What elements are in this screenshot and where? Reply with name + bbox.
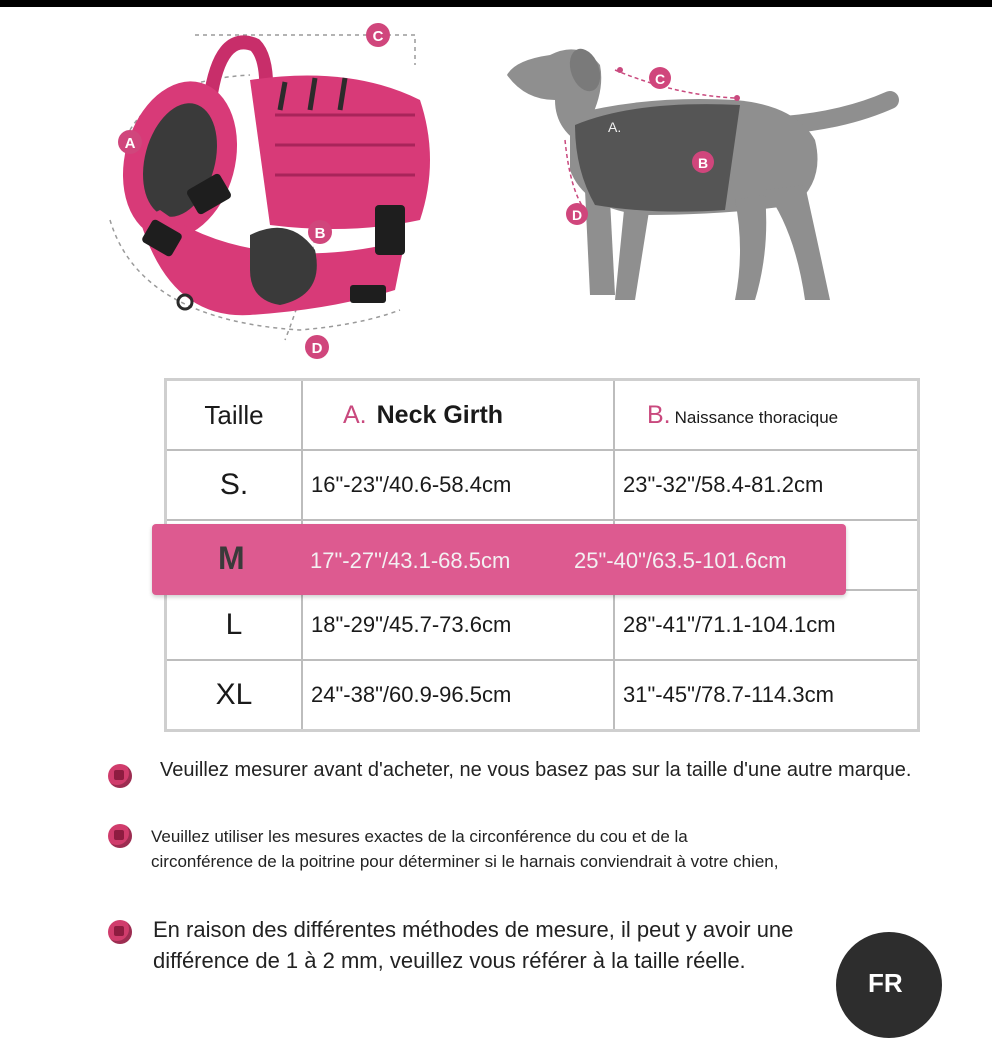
note-text [153, 914, 793, 976]
chest-cell: 31"-45"/78.7-114.3cm [614, 660, 919, 731]
bullet-icon [108, 920, 132, 944]
bullet-icon [108, 764, 132, 788]
size-cell: S. [166, 450, 303, 520]
note-line: Veuillez utiliser les mesures exactes de la circonférence du cou et de la [151, 827, 688, 846]
neck-cell: 24"-38"/60.9-96.5cm [302, 660, 614, 731]
neck-cell: 17"-27"/43.1-68.5cm [310, 548, 511, 573]
size-cell: L [166, 590, 303, 660]
neck-cell: 18"-29"/45.7-73.6cm [302, 590, 614, 660]
chest-cell: 28"-41"/71.1-104.1cm [614, 590, 919, 660]
harness-marker-d [305, 335, 329, 359]
header-chest [614, 380, 919, 451]
harness-marker-a [118, 130, 142, 154]
svg-text:A.: A. [608, 119, 622, 135]
language-badge-label: FR [868, 968, 903, 998]
header-neck-label: Neck Girth [376, 400, 504, 429]
dog-marker-d [566, 203, 588, 225]
note-line: En raison des différentes méthodes de mesure, il peut y avoir une [153, 917, 794, 942]
svg-text:D: D [571, 207, 583, 223]
top-bar [0, 0, 992, 7]
header-chest-label: Naissance thoracique [674, 407, 839, 427]
table-header-row [166, 380, 919, 451]
dog-marker-c [649, 67, 671, 89]
header-chest-letter: B. [647, 400, 671, 429]
dog-marker-b [692, 151, 714, 173]
svg-text:C: C [654, 71, 666, 87]
svg-text:B: B [314, 225, 326, 242]
dog-marker-a [608, 119, 621, 135]
neck-cell: 16"-23"/40.6-58.4cm [302, 450, 614, 520]
size-cell: XL [166, 660, 303, 731]
header-neck-letter: A. [343, 400, 367, 429]
bullet-icon [108, 824, 132, 848]
table-row [166, 450, 919, 520]
note-text: Veuillez mesurer avant d'acheter, ne vous basez pas sur la taille d'une autre marque. [160, 759, 912, 781]
harness-illustration [100, 20, 460, 370]
table-row-highlighted [152, 524, 846, 595]
harness-marker-b [308, 220, 332, 244]
svg-text:C: C [372, 28, 384, 45]
table-row [166, 660, 919, 731]
svg-text:A: A [124, 135, 136, 152]
chest-cell: 25"-40"/63.5-101.6cm [574, 548, 787, 573]
harness-marker-c [366, 23, 390, 47]
svg-text:D: D [311, 340, 323, 357]
chest-cell: 23"-32"/58.4-81.2cm [614, 450, 919, 520]
size-cell: M [218, 540, 245, 576]
note-text [151, 824, 778, 874]
language-badge[interactable] [836, 932, 942, 1038]
svg-text:B: B [697, 155, 709, 171]
note-line: circonférence de la poitrine pour déterminer si le harnais conviendrait à votre chien, [151, 852, 779, 871]
header-size: Taille [166, 380, 303, 451]
note-line: différence de 1 à 2 mm, veuillez vous référer à la taille réelle. [153, 948, 746, 973]
table-row [166, 590, 919, 660]
dog-illustration [495, 30, 905, 320]
header-neck [302, 380, 614, 451]
